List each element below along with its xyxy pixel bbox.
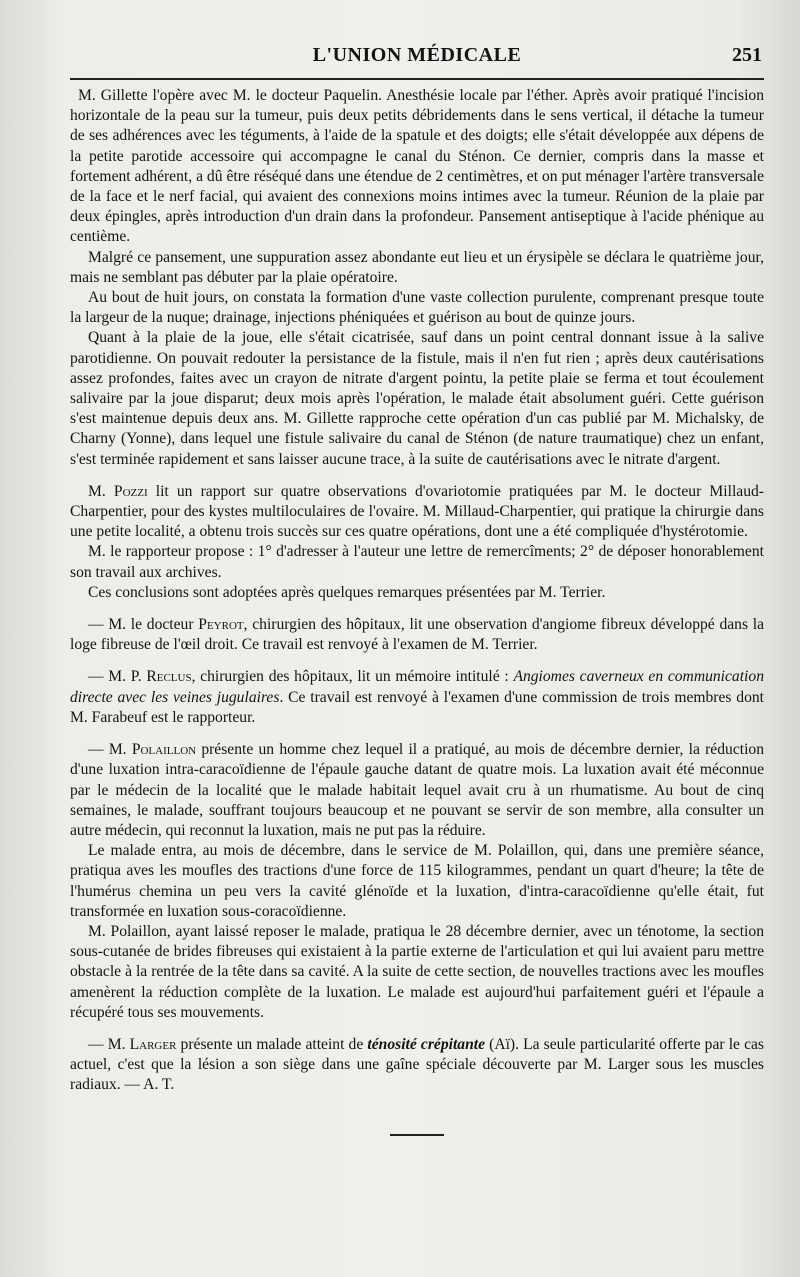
pozzi-name: Pozzi [113,482,148,500]
pozzi-text: lit un rapport sur quatre observations d'ovariotomie pratiquées par M. le docteur Millaud-Charpentier, pour des kystes multiloculaires de l'ovaire. M. Millaud-Charpentier, qui pratique la chirurgie dans une petite localité, a obtenu trois succès sur ces quatre opérations, dont une a été compliquée d'hystérotomie. [70,482,764,541]
peyrot-text: , chirurgien des hôpitaux, lit une observation d'angiome fibreux développé dans la loge fibreuse de l'œil droit. Ce travail est renvoyé à l'examen de M. Terrier. [70,616,765,654]
page-header [70,38,764,78]
reclus-text: . Ce travail est renvoyé à l'examen d'une commission de trois membres dont M. Farabeuf est le rapporteur. [70,688,764,726]
paragraph-peyrot [70,615,764,655]
polaillon-prefix: — M. [88,741,132,759]
article-body [70,86,764,1096]
journal-title: L'UNION MÉDICALE [312,44,522,66]
larger-text: (Aï). La seule particularité offerte par le cas actuel, c'est que la lésion a son siège dans une gaîne spéciale découverte par M. Larger sous les muscles radiaux. — A. T. [70,1035,764,1094]
pozzi-prefix: M. [88,482,114,500]
paragraph-gillette-operation: M. Gillette l'opère avec M. le docteur Paquelin. Anesthésie locale par l'éther. Après avoir pratiqué l'incision horizontale de la peau sur la tumeur, puis deux petits débridements dans le sens vertical, il détache la tumeur de ses adhérences avec les téguments, à l'aide de la spatule et des doigts; elle s'était développée aux dépens de la petite parotide accessoire qui accompagne le canal du Sténon. Ce dernier, compris dans la masse et fortement adhérent, a dû être réséqué dans une étendue de 2 centimètres, et on put ménager l'artère transversale de la face et le nerf facial, qui avaient des connexions moins intimes avec la tumeur. Réunion de la plaie par deux épingles, après introduction d'un drain dans la profondeur. Pansement antiseptique à l'acide phénique au centième. [70,87,764,246]
reclus-name: Reclus [146,668,192,686]
paragraph-collection: Au bout de huit jours, on constata la formation d'une vaste collection purulente, comprenant presque toute la largeur de la nuque; drainage, injections phéniquées et guérison au bout de quinze jours. [70,289,764,327]
reclus-mid: , chirurgien des hôpitaux, lit un mémoire intitulé : [191,668,514,686]
reclus-prefix: — M. P. [88,668,147,686]
footer-rule [390,1134,444,1136]
page-number: 251 [732,44,762,66]
paragraph-malade-entra: Le malade entra, au mois de décembre, dans le service de M. Polaillon, qui, dans une première séance, pratiqua aves les moufles des tractions d'une force de 115 kilogrammes, pendant un quart d'heure; la tête de l'humérus chemina un peu vers la cavité glénoïde et la luxation, d'intra-caracoïdienne qu'elle était, fut transformée en luxation sous-coracoïdienne. [70,842,764,920]
paragraph-conclusions: Ces conclusions sont adoptées après quelques remarques présentées par M. Terrier. [88,583,606,601]
polaillon-text: présente un homme chez lequel il a pratiqué, au mois de décembre dernier, la réduction d'une luxation intra-caracoïdienne de l'épaule gauche datant de quatre mois. La luxation avait été méconnue par le médecin de la localité que le malade habitait lequel avait cru à un rhumatisme. Au bout de cinq semaines, le malade, souffrant toujours beaucoup et ne pouvant se servir de son membre, alla consulter un autre médecin, qui reconnut la luxation, mais ne put pas la réduire. [70,741,764,839]
paragraph-fistule: Quant à la plaie de la joue, elle s'était cicatrisée, sauf dans un point central donnant issue à la salive parotidienne. On pouvait redouter la persistance de la fistule, mais il n'en fut rien ; après deux cautérisations assez profondes, faites avec un crayon de nitrate d'argent pointu, la petite plaie se ferma et tout écoulement salivaire par la joue disparut; deux mois après l'opération, le malade était absolument guéri. Cette guérison s'est maintenue depuis deux ans. M. Gillette rapproche cette opération d'un cas publié par M. Michalsky, de Charny (Yonne), dans lequel une fistule salivaire du canal de Sténon (de nature traumatique) chez un enfant, s'est terminée rapidement et sans laisser aucune trace, à la suite de cautérisations avec le nitrate d'argent. [70,329,764,468]
header-rule [70,78,764,80]
peyrot-name: Peyrot [198,616,244,634]
larger-term: ténosité crépitante [367,1035,485,1053]
paragraph-tenotome: M. Polaillon, ayant laissé reposer le malade, pratiqua le 28 décembre dernier, avec un ténotome, la section sous-cutanée de brides fibreuses qui existaient à la partie externe de l'articulation et qui lui avaient paru mettre obstacle à la rentrée de la tête dans sa cavité. A la suite de cette section, de nouvelles tractions avec les moufles amenèrent la réduction complète de la luxation. Le malade est aujourd'hui parfaitement guéri et l'épaule a récupéré tous ses mouvements. [70,922,764,1021]
paragraph-polaillon [70,740,764,841]
peyrot-prefix: — M. le docteur [88,616,199,634]
reclus-memoir-title: Angiomes caverneux en communication directe avec les veines jugulaires [70,668,764,706]
paragraph-suppuration: Malgré ce pansement, une suppuration assez abondante eut lieu et un érysipèle se déclara le quatrième jour, mais ne semblant pas débuter par la plaie opératoire. [70,248,764,286]
paragraph-pozzi-report [70,482,764,543]
paragraph-reclus [70,667,764,728]
paragraph-larger [70,1035,764,1096]
larger-name: Larger [129,1035,177,1053]
polaillon-name: Polaillon [131,741,197,759]
larger-prefix: — M. [88,1035,130,1053]
larger-mid: présente un malade atteint de [176,1035,368,1053]
paragraph-rapporteur: M. le rapporteur propose : 1° d'adresser à l'auteur une lettre de remercîments; 2° de déposer honorablement son travail aux archives. [70,543,764,581]
